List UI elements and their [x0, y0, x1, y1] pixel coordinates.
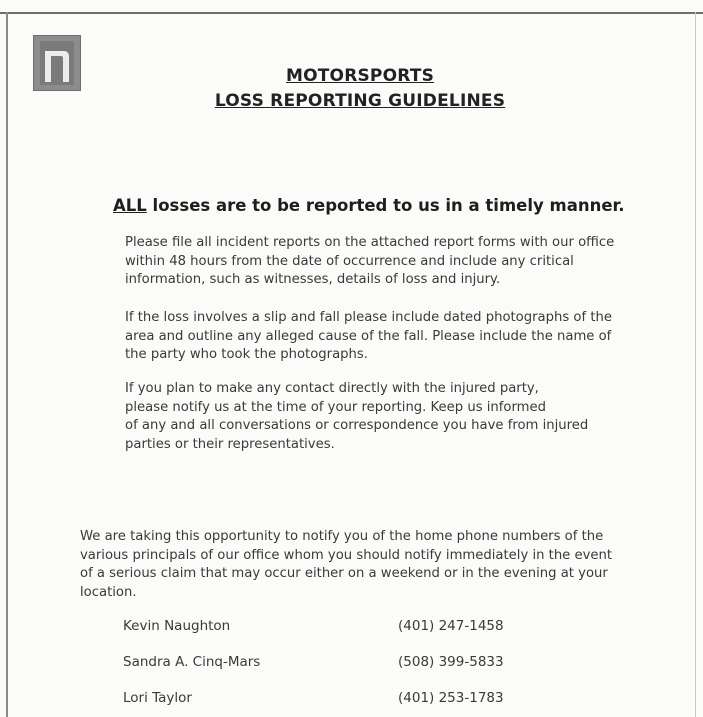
notice-line: location. — [80, 585, 137, 601]
contact-phone: (401) 247-1458 — [398, 618, 504, 634]
paragraph-line: within 48 hours from the date of occurrence and include any critical — [125, 253, 574, 269]
paragraph-line: area and outline any alleged cause of the fall. Please include the name of — [125, 328, 612, 344]
title-line-2: LOSS REPORTING GUIDELINES — [214, 91, 506, 111]
paragraph-line: If you plan to make any contact directly with the injured party, — [125, 381, 539, 396]
paragraph-line: If the loss involves a slip and fall please include dated photographs of the — [125, 310, 612, 325]
notice-line: We are taking this opportunity to notify you of the home phone numbers of the — [80, 529, 604, 544]
paragraph-line: information, such as witnesses, details of loss and injury. — [125, 272, 501, 288]
paragraph-line: the party who took the photographs. — [125, 347, 368, 363]
headline-emphasis: ALL — [113, 196, 147, 215]
contact-name: Kevin Naughton — [123, 618, 231, 634]
logo-n-icon — [34, 36, 80, 90]
paragraph-filing — [125, 234, 665, 290]
contact-phone: (401) 253-1783 — [398, 690, 504, 706]
notice-line: of a serious claim that may occur either on a weekend or in the evening at your — [80, 566, 608, 582]
paragraph-line: please notify us at the time of your reporting. Keep us informed — [125, 399, 547, 415]
contact-name: Lori Taylor — [123, 690, 192, 706]
paragraph-line: parties or their representatives. — [125, 437, 335, 453]
paragraph-slip-and-fall — [125, 309, 665, 365]
paragraph-contact — [125, 380, 665, 455]
company-logo — [33, 35, 81, 91]
phone-notice — [80, 528, 680, 603]
notice-line: various principals of our office whom you should notify immediately in the event — [80, 547, 613, 563]
page-border-right — [695, 12, 696, 717]
page-border-left — [6, 12, 8, 717]
contact-name: Sandra A. Cinq-Mars — [123, 654, 261, 670]
headline-rest: losses are to be reported to us in a timely manner. — [146, 196, 625, 215]
headline — [113, 196, 673, 215]
page-border-top — [0, 12, 703, 14]
contact-phone: (508) 399-5833 — [398, 654, 504, 670]
paragraph-line: of any and all conversations or correspondence you have from injured — [125, 418, 589, 434]
paragraph-line: Please file all incident reports on the attached report forms with our office — [125, 235, 615, 250]
title-line-1: MOTORSPORTS — [285, 66, 435, 86]
